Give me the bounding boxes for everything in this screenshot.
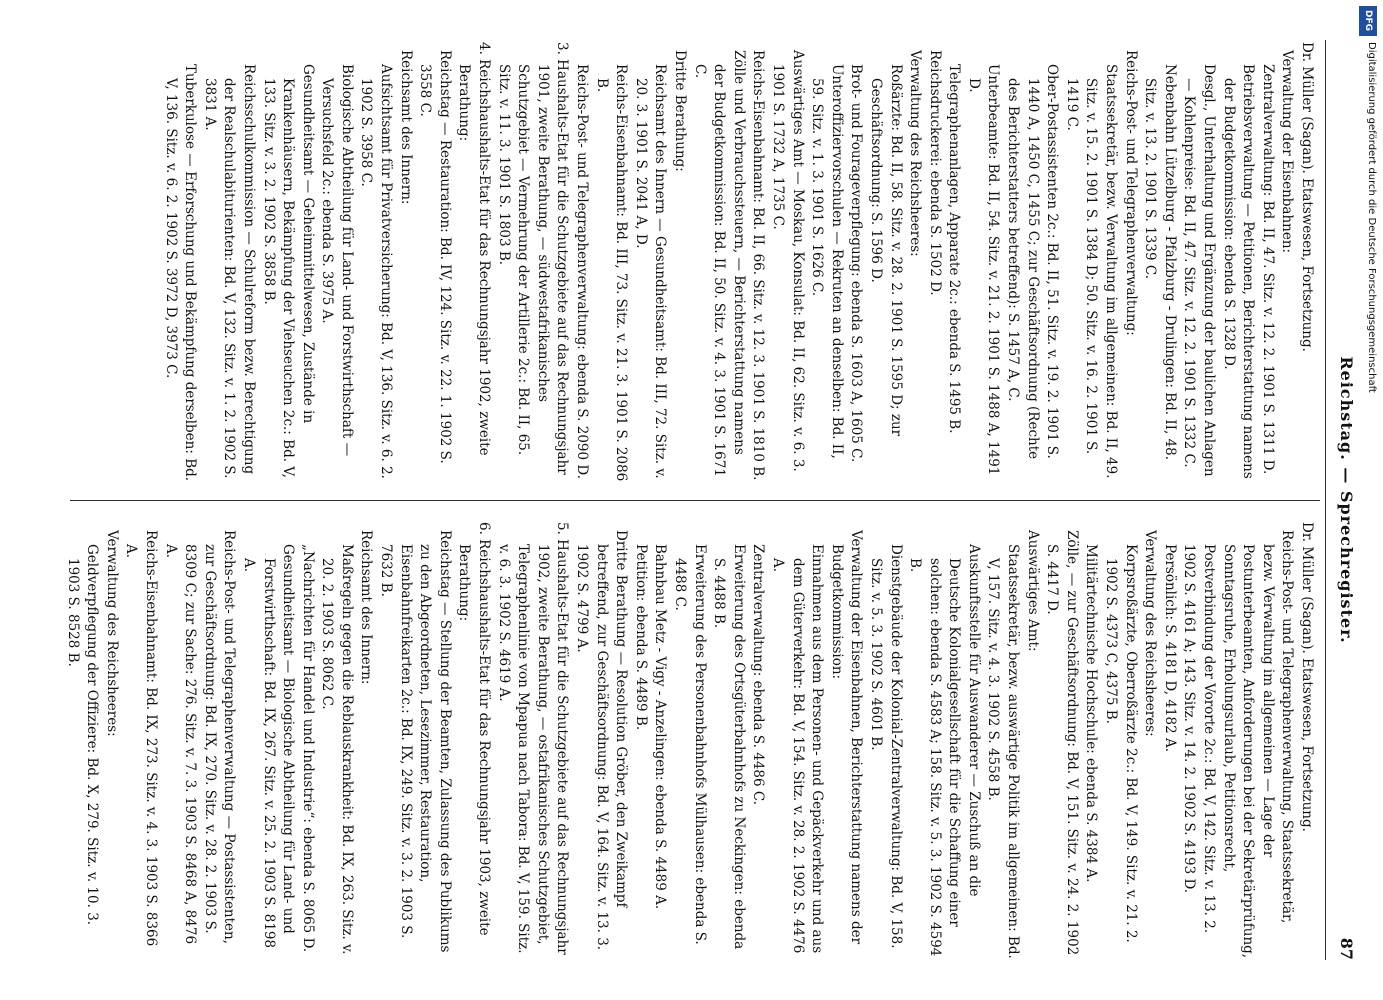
column-divider (70, 500, 1320, 501)
index-entry: 3. Haushalts-Etat für die Schutzgebiete auf das Rechnungsjahr 1901, zweite Berathung, — südwestafrikanisches Schutzgebiet — Vermehrung der Artillerie 2c.: Bd. II, 65. Sitz. v. 11. 3. 1901 S. 1803 B. (495, 42, 571, 475)
index-entry: Reichsamt des Innern: (397, 50, 414, 205)
index-entry: Tuberkulose — Erforschung und Bekämpfung derselben: Bd. V, 136. Sitz. v. 6. 2. 1902 S. 3972 D, 3973 C. (162, 64, 199, 482)
index-entry: Zölle, — zur Geschäftsordnung: Bd. V, 151. Sitz. v. 24. 2. 1902 S. 4417 D. (1044, 530, 1080, 956)
index-entry: Reichs-Post- und Telegraphenverwaltung: ebenda S. 2090 D. (574, 64, 591, 480)
index-entry: 6. Reichshaushalts-Etat für das Rechnungsjahr 1903, zweite Berathung: (456, 522, 493, 936)
index-entry: Telegraphenanlagen, Apparate 2c.: ebenda S. 1495 B. (946, 64, 963, 434)
index-entry: Biologische Abtheilung für Land- und Forstwirthschaft — Versuchsfeld 2c.: ebenda S. 3975 A. (319, 64, 355, 457)
funding-notice: Digitalisierung gefördert durch die Deutsche Forschungsgemeinschaft (1366, 42, 1377, 393)
index-entry: Roßärzte: Bd. II, 58. Sitz. v. 28. 2. 1901 S. 1595 D; zur Geschäftsordnung: S. 1596 D. (867, 64, 904, 437)
index-entry: Reichs-Post- und Telegraphenverwaltung — Postassistenten, zur Geschäftsordnung: Bd. IX, 270. Sitz. v. 28. 2. 1903 S. 8309 C; zur Sache: 276. Sitz. v. 7. 3. 1903 S. 8468 A, 8476 A. (162, 530, 238, 945)
index-entry: Korpsroßärzte, Oberroßärzte 2c.: Bd. V, 149. Sitz. v. 21. 2. 1902 S. 4373 C, 4375 B. (1103, 544, 1139, 943)
index-entry: Reichs-Eisenbahnamt: Bd. III, 73. Sitz. v. 21. 3. 1901 S. 2086 B. (593, 64, 630, 482)
index-entry: Verwaltung des Reichsheeres: (1142, 530, 1159, 737)
index-entry: Einnahmen aus dem Personen- und Gepäckverkehr und aus dem Güterverkehr: Bd. V, 154. Sitz. v. 28. 2. 1902 S. 4476 A. (769, 544, 826, 954)
entry-heading: Dr. Müller (Sagan). Etatswesen, Fortsetzung. (1299, 42, 1315, 352)
index-entry: Auswärtiges Amt — Moskau, Konsulat: Bd. II, 62. Sitz. v. 6. 3. 1901 S. 1732 A, 1735 C. (769, 50, 806, 472)
index-entry: Zölle und Verbrauchssteuern, — Berichterstattung namens der Budgetkommission: Bd. II, 50. Sitz. v. 4. 3. 1901 S. 1671 C. (691, 50, 747, 477)
index-entry: Maßregeln gegen die Reblauskrankheit: Bd. IX, 263. Sitz. v. 20. 2. 1903 S. 8062 C. (319, 544, 355, 955)
index-entry: Unteroffiziervorschulen — Rekruten an denselben: Bd. II, 59. Sitz. v. 1. 3. 1901 S. 1626 C. (809, 64, 845, 459)
index-entry: Reichstag — Stellung der Beamten, Zulassung des Publikums zu den Abgeordneten, Lesezimmer, Restauration, Eisenbahnfreikarten 2c.: Bd. IX, 249. Sitz. v. 3. 2. 1903 S. 7632 B. (378, 530, 453, 953)
index-entry: „Nachrichten für Handel und Industrie“: ebenda S. 8065 D. (299, 544, 316, 953)
index-entry: Reichstag — Restauration: Bd. IV, 124. Sitz. v. 22. 1. 1902 S. 3558 C. (417, 50, 453, 464)
dfg-logo: DFG (1359, 6, 1377, 36)
index-entry: Zentralverwaltung: ebenda S. 4486 C. (750, 544, 767, 806)
header-rule (1325, 40, 1326, 960)
index-entry: 5. Haushalts-Etat für die Schutzgebiete auf das Rechnungsjahr 1902, zweite Berathung, — ostafrikanisches Schutzgebiet, Telegraphenlinie von Mpapua nach Tabora: Bd. V, 159. Sitz. v. 6. 3. 1902 S. 4619 A. (495, 522, 571, 955)
index-entry: Betriebsverwaltung — Petitionen, Berichterstattung namens der Budgetkommission: ebenda S. 1328 D. (1220, 64, 1257, 479)
side-notice (1359, 6, 1377, 696)
index-entry: Erweiterung des Ortsgüterbahnhofs zu Neckingen: ebenda S. 4488 B. (711, 544, 747, 950)
index-entry: Reichsschulkommission — Schulreform bezw. Berechtigung der Realschulabiturienten: Bd. V, 132. Sitz. v. 1. 2. 1902 S. 3831 A. (201, 64, 257, 479)
index-entry: Dritte Berathung — Resolution Gröber, den Zweikampf betreffend, zur Geschäftsordnung: Bd. V, 164. Sitz. v. 13. 3. 1902 S. 4799 A. (574, 530, 630, 951)
index-entry: Ober-Postassistenten 2c.: Bd. II, 51. Sitz. v. 19. 2. 1901 S. 1440 A, 1450 C, 1455 C; zur Geschäftsordnung (Rechte des Berichterstatters betreffend): S. 1457 A, C. (1005, 64, 1061, 460)
right-column (62, 522, 1316, 962)
index-entry: Dienstgebäude der Kolonial-Zentralverwaltung: Bd. V, 158. Sitz. v. 5. 3. 1902 S. 4601 B. (867, 544, 904, 949)
index-entry: Reichs-Eisenbahnamt: Bd. II, 66. Sitz. v. 12. 3. 1901 S. 1810 B. (750, 50, 767, 481)
index-entry: Aufsichtsamt für Privatversicherung: Bd. V, 136. Sitz. v. 6. 2. 1902 S. 3958 C. (358, 64, 395, 479)
index-entry: Staatssekretär, bezw. Verwaltung im allgemeinen: Bd. II, 49. Sitz. v. 15. 2. 1901 S. 1384 D; 50. Sitz. v. 16. 2. 1901 S. 1419 C. (1063, 64, 1120, 479)
index-entry: Verwaltung des Reichsheeres: (907, 50, 924, 257)
index-entry: Bahnbau Metz - Vigy - Anzelingen: ebenda S. 4489 A. (652, 544, 669, 910)
index-entry: Reichs-Post- und Telegraphenverwaltung, Staatssekretär, bezw. Verwaltung im allgemeinen — Lage der Postunterbeamten, Anforderungen bei der Sekretärprüfung, Sonntagsruhe, Erholungsurlaub, Petitionsrecht, Postverbindung der Vororte 2c.: Bd. V, 142. Sitz. v. 13. 2. 1902 S. 4161 A; 143. Sitz. v. 14. 2. 1902 S. 4193 D. (1181, 530, 1296, 959)
index-entry: Geldverpflegung der Offiziere: Bd. X, 279. Sitz. v. 10. 3. 1903 S. 8528 B. (64, 544, 101, 926)
index-entry: Militärtechnische Hochschule: ebenda S. 4384 A. (1083, 544, 1100, 883)
page-number: 87 (1337, 937, 1356, 960)
index-entry: Reichs-Eisenbahnamt: Bd. IX, 273. Sitz. v. 4. 3. 1903 S. 8366 A. (123, 530, 159, 947)
index-entry: Verwaltung der Eisenbahnen, Berichterstattung namens der Budgetkommission: (828, 530, 865, 945)
index-entry: Gesundheitsamt — Geheimmittelwesen, Zustände in Krankenhäusern, Bekämpfung der Viehseuchen 2c.: Bd. V, 133. Sitz. v. 3. 2. 1902 S. 3858 B. (260, 64, 316, 478)
index-entry: Dritte Berathung: (672, 50, 688, 172)
index-entry: Reichsamt des Innern — Gesundheitsamt: Bd. III, 72. Sitz. v. 20. 3. 1901 S. 2041 A, D. (632, 64, 669, 479)
index-entry: Desgl., Unterhaltung und Ergänzung der baulichen Anlagen — Kohlenpreise: Bd. II, 47. Sitz. v. 12. 2. 1901 S. 1332 C. (1181, 64, 1218, 477)
index-entry: Auswärtiges Amt: (1024, 530, 1041, 652)
left-column (160, 42, 1316, 482)
index-entry: Verwaltung der Eisenbahnen: (1279, 50, 1296, 254)
index-entry: Gesundheitsamt — Biologische Abtheilung für Land- und Forstwirthschaft: Bd. IX, 267. Sitz. v. 25. 2. 1903 S. 8198 A. (240, 544, 297, 949)
index-entry: Reichsamt des Innern: (358, 530, 375, 685)
index-entry: Verwaltung des Reichsheeres: (103, 530, 120, 737)
index-entry: Petition: ebenda S. 4489 B. (632, 544, 649, 731)
index-entry: Nebenbahn Lützelburg - Pfalzburg - Drulingen: Bd. II, 48. Sitz. v. 13. 2. 1901 S. 1339 C. (1142, 64, 1178, 461)
running-title: Reichstag. — Sprechregister. (1337, 356, 1356, 644)
index-entry: Reichsdruckerei: ebenda S. 1502 D. (926, 50, 943, 296)
index-entry: Unterbeamte: Bd. II, 54. Sitz. v. 21. 2. 1901 S. 1488 A, 1491 D. (965, 64, 1002, 476)
entry-heading: Dr. Müller (Sagan). Etatswesen, Fortsetzung. (1299, 522, 1315, 832)
index-entry: 4. Reichshaushalts-Etat für das Rechnungsjahr 1902, zweite Berathung: (456, 42, 493, 456)
rotated-page (60, 0, 1370, 1000)
index-entry: Auskunftsstelle für Auswanderer — Zuschuß an die Deutsche Kolonialgesellschaft für die Schaffung einer solchen: ebenda S. 4583 A; 158. Sitz. v. 5. 3. 1902 S. 4594 B. (907, 544, 982, 957)
index-entry: Persönlich: S. 4181 D, 4182 A. (1161, 544, 1178, 753)
index-entry: Staatssekretär, bezw. auswärtige Politik im allgemeinen: Bd. V, 157. Sitz. v. 4. 3. 1902 S. 4558 B. (985, 544, 1022, 959)
index-entry: Zentralverwaltung: Bd. II, 47. Sitz. v. 12. 2. 1901 S. 1311 D. (1259, 64, 1276, 475)
index-entry: Brot- und Fourageverpflegung: ebenda S. 1603 A, 1605 C. (848, 64, 865, 463)
index-entry: Reichs-Post- und Telegraphenverwaltung: (1122, 50, 1139, 336)
index-entry: Erweiterung des Personenbahnhofs Mülhausen: ebenda S. 4488 C. (672, 544, 708, 945)
